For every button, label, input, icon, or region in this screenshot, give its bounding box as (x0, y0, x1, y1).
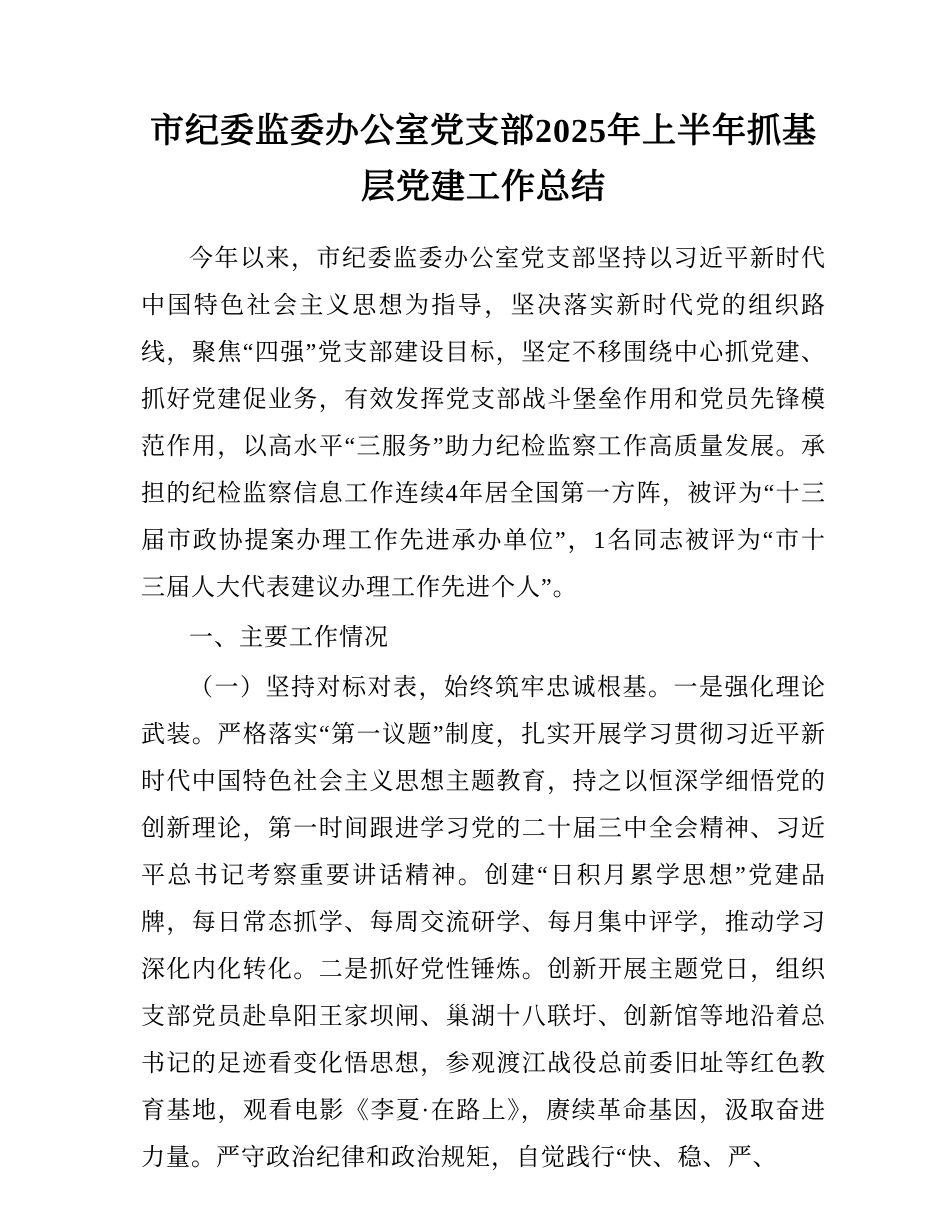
document-title: 市纪委监委办公室党支部2025年上半年抓基层党建工作总结 (150, 113, 817, 206)
body-paragraph-1: （一）坚持对标对表，始终筑牢忠诚根基。一是强化理论武装。严格落实“第一议题”制度，扎实开展学习贯彻习近平新时代中国特色社会主义思想主题教育，持之以恒深学细悟党的创新理论，第一时间跟进学习党的二十届三中全会精神、习近平总书记考察重要讲话精神。创建“日积月累学思想”党建品牌，每日常态抓学、每周交流研学、每月集中评学，推动学习深化内化转化。二是抓好党性锤炼。创新开展主题党日，组织支部党员赴阜阳王家坝闸、巢湖十八联圩、创新馆等地沿着总书记的足迹看变化悟思想，参观渡江战役总前委旧址等红色教育基地，观看电影《李夏·在路上》，赓续革命基因，汲取奋进力量。严守政治纪律和政治规矩，自觉践行“快、稳、严、 (141, 675, 826, 1171)
intro-paragraph: 今年以来，市纪委监委办公室党支部坚持以习近平新时代中国特色社会主义思想为指导，坚决落实新时代党的组织路线，聚焦“四强”党支部建设目标，坚定不移围绕中心抓党建、抓好党建促业务，有效发挥党支部战斗堡垒作用和党员先锋模范作用，以高水平“三服务”助力纪检监察工作高质量发展。承担的纪检监察信息工作连续4年居全国第一方阵，被评为“十三届市政协提案办理工作先进承办单位”，1名同志被评为“市十三届人大代表建议办理工作先进个人”。 (141, 246, 826, 601)
section-heading: 一、主要工作情况 (189, 625, 389, 651)
